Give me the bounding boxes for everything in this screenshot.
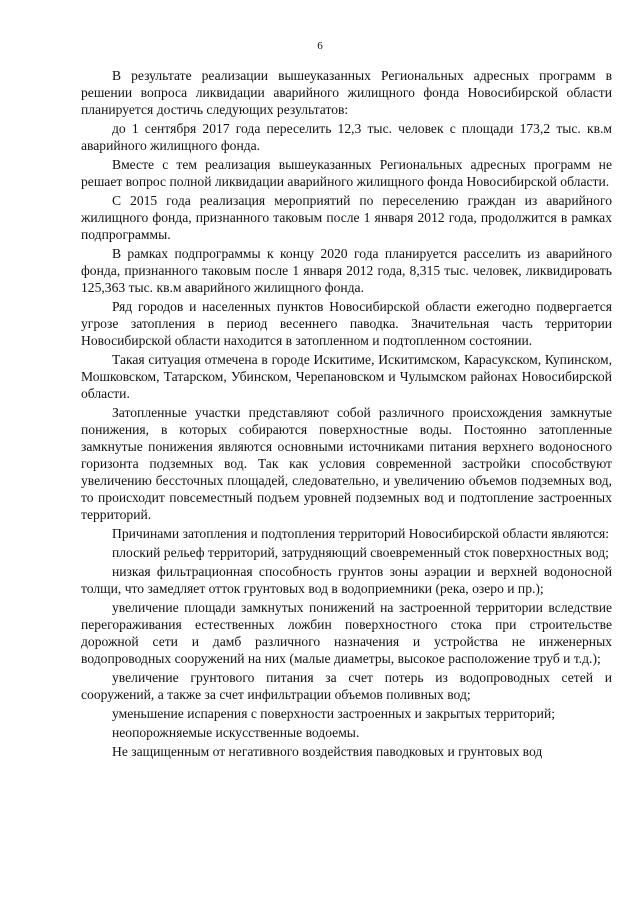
list-item-groundwater-feed: увеличение грунтового питания за счет потерь из водопроводных сетей и сооружений, а также за счет инфильтрации объемов поливных вод; [81, 670, 612, 702]
document-body [81, 67, 612, 762]
paragraph-not-solved: Вместе с тем реализация вышеуказанных Региональных адресных программ не решает вопрос полной ликвидации аварийного жилищного фонда Новосибирской области. [81, 157, 612, 189]
paragraph-since-2015: С 2015 года реализация мероприятий по переселению граждан из аварийного жилищного фонда, признанного таковым после 1 января 2012 года, продолжится в рамках подпрограммы. [81, 193, 612, 242]
paragraph-results-intro: В результате реализации вышеуказанных Региональных адресных программ в решении вопроса ликвидации аварийного жилищного фонда Новосибирской области планируется достичь следующих результатов: [81, 68, 612, 117]
paragraph-flooding-threat: Ряд городов и населенных пунктов Новосибирской области ежегодно подвергается угрозе затопления в период весеннего паводка. Значительная часть территории Новосибирской области находится в затопленном и подтопленном состоянии. [81, 299, 612, 348]
paragraph-unprotected: Не защищенным от негативного воздействия паводковых и грунтовых вод [112, 744, 543, 759]
paragraph-resettlement-target: до 1 сентября 2017 года переселить 12,3 тыс. человек с площади 173,2 тыс. кв.м аварийного жилищного фонда. [81, 121, 612, 153]
paragraph-causes-intro: Причинами затопления и подтопления территорий Новосибирской области являются: [112, 526, 610, 541]
paragraph-affected-districts: Такая ситуация отмечена в городе Искитиме, Искитимском, Карасукском, Купинском, Мошковском, Татарском, Убинском, Черепановском и Чулымском районах Новосибирской области. [81, 352, 612, 401]
page-number: 6 [317, 40, 323, 52]
list-item-low-filtration: низкая фильтрационная способность грунтов зоны аэрации и верхней водоносной толщи, что замедляет отток грунтовых вод в водоприемники (река, озеро и пр.); [81, 564, 612, 596]
paragraph-by-2020: В рамках подпрограммы к концу 2020 года планируется расселить из аварийного фонда, признанного таковым после 1 января 2012 года, 8,315 тыс. человек, ликвидировать 125,363 тыс. кв.м аварийного жилищного фонда. [81, 246, 612, 295]
list-item-flat-relief: плоский рельеф территорий, затрудняющий своевременный сток поверхностных вод; [112, 545, 609, 560]
list-item-closed-depressions: увеличение площади замкнутых понижений на застроенной территории вследствие перегораживания естественных ложбин поверхностного стока при строительстве дорожной сети и дамб различного назначения и устройства не инженерных водопроводных сооружений на них (малые диаметры, высокое расположение труб и т.д.); [81, 600, 612, 666]
paragraph-flooded-areas: Затопленные участки представляют собой различного происхождения замкнутые понижения, в которых собираются поверхностные воды. Постоянно затопленные замкнутые понижения являются основными источниками питания верхнего водоносного горизонта подземных вод. Так как условия современной застройки способствуют увеличению бессточных площадей, следовательно, и увеличению объемов подземных вод, то происходит повсеместный подъем уровней подземных вод и подтопление застроенных территорий. [81, 405, 612, 522]
list-item-artificial-ponds: неопорожняемые искусственные водоемы. [112, 725, 360, 740]
list-item-reduced-evaporation: уменьшение испарения с поверхности застроенных и закрытых территорий; [112, 706, 556, 721]
